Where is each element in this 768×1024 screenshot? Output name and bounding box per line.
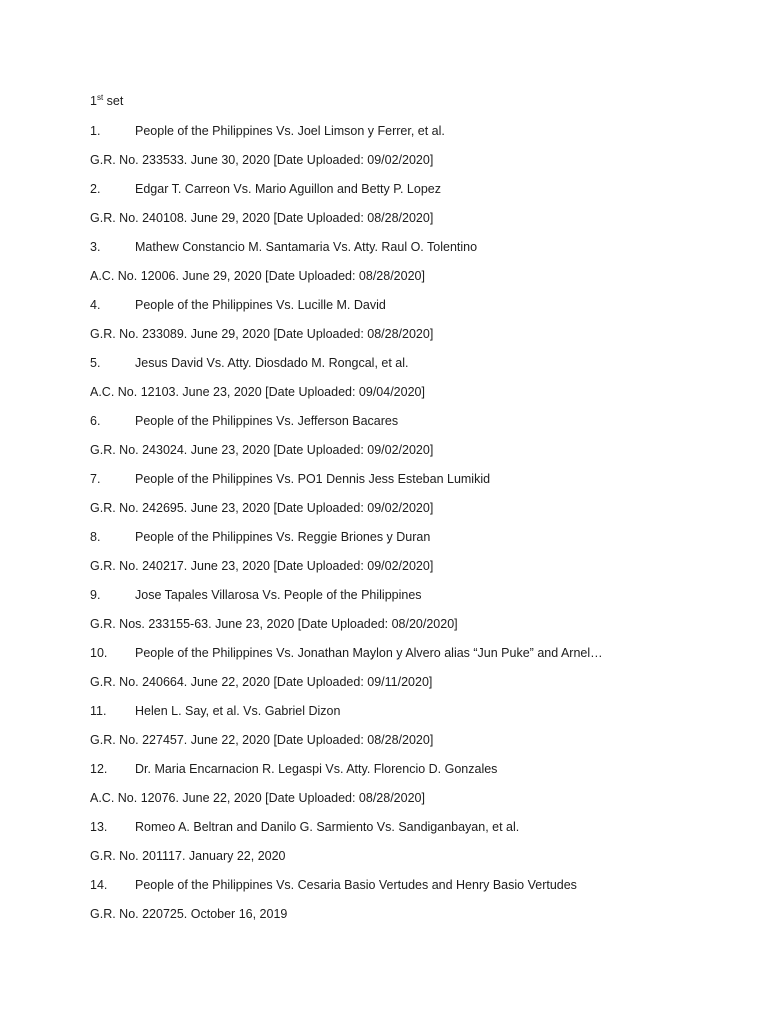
- case-reference: G.R. No. 220725. October 16, 2019: [90, 907, 288, 921]
- case-reference: G.R. No. 240108. June 29, 2020 [Date Uploaded: 08/28/2020]: [90, 211, 434, 225]
- case-entry: [90, 701, 730, 759]
- case-title-line: [90, 875, 730, 895]
- case-title: Helen L. Say, et al. Vs. Gabriel Dizon: [135, 704, 341, 718]
- case-entry: [90, 875, 730, 933]
- case-number: 1.: [90, 124, 101, 138]
- case-entry: [90, 179, 730, 237]
- case-title: Dr. Maria Encarnacion R. Legaspi Vs. Atty. Florencio D. Gonzales: [135, 762, 498, 776]
- case-title: Romeo A. Beltran and Danilo G. Sarmiento Vs. Sandiganbayan, et al.: [135, 820, 520, 834]
- case-title: People of the Philippines Vs. Cesaria Basio Vertudes and Henry Basio Vertudes: [135, 878, 577, 892]
- case-entry: [90, 121, 730, 179]
- case-number: 5.: [90, 356, 101, 370]
- case-entry: [90, 411, 730, 469]
- case-number: 2.: [90, 182, 101, 196]
- case-list: [90, 121, 730, 933]
- case-number: 3.: [90, 240, 101, 254]
- case-entry: [90, 817, 730, 875]
- case-number: 7.: [90, 472, 101, 486]
- case-reference: G.R. No. 233089. June 29, 2020 [Date Uploaded: 08/28/2020]: [90, 327, 434, 341]
- case-title: People of the Philippines Vs. Jonathan Maylon y Alvero alias “Jun Puke” and Arnel…: [135, 646, 603, 660]
- case-number: 9.: [90, 588, 101, 602]
- case-entry: [90, 295, 730, 353]
- set-ordinal-suffix: st: [96, 92, 104, 102]
- case-reference: G.R. No. 201117. January 22, 2020: [90, 849, 286, 863]
- case-reference: G.R. No. 233533. June 30, 2020 [Date Uploaded: 09/02/2020]: [90, 153, 434, 167]
- case-entry: [90, 469, 730, 527]
- case-title: Jose Tapales Villarosa Vs. People of the Philippines: [135, 588, 422, 602]
- case-title: Mathew Constancio M. Santamaria Vs. Atty. Raul O. Tolentino: [135, 240, 478, 254]
- case-reference: A.C. No. 12006. June 29, 2020 [Date Uploaded: 08/28/2020]: [90, 269, 425, 283]
- case-entry: [90, 643, 730, 701]
- case-entry: [90, 759, 730, 817]
- case-title-line: [90, 179, 730, 199]
- case-number: 14.: [90, 878, 108, 892]
- case-title: People of the Philippines Vs. Joel Limson y Ferrer, et al.: [135, 124, 445, 138]
- case-reference: G.R. Nos. 233155-63. June 23, 2020 [Date Uploaded: 08/20/2020]: [90, 617, 458, 631]
- case-title-line: [90, 701, 730, 721]
- case-number: 8.: [90, 530, 101, 544]
- case-entry: [90, 353, 730, 411]
- case-title-line: [90, 817, 730, 837]
- case-title-line: [90, 411, 730, 431]
- case-number: 6.: [90, 414, 101, 428]
- case-title-line: [90, 643, 730, 663]
- case-title-line: [90, 237, 730, 257]
- case-reference: G.R. No. 240217. June 23, 2020 [Date Uploaded: 09/02/2020]: [90, 559, 434, 573]
- case-entry: [90, 585, 730, 643]
- case-title-line: [90, 527, 730, 547]
- case-entry: [90, 527, 730, 585]
- set-heading: [90, 92, 123, 110]
- case-reference: G.R. No. 227457. June 22, 2020 [Date Uploaded: 08/28/2020]: [90, 733, 434, 747]
- case-title-line: [90, 353, 730, 373]
- case-title-line: [90, 121, 730, 141]
- case-reference: G.R. No. 243024. June 23, 2020 [Date Uploaded: 09/02/2020]: [90, 443, 434, 457]
- case-reference: G.R. No. 242695. June 23, 2020 [Date Uploaded: 09/02/2020]: [90, 501, 434, 515]
- case-title: People of the Philippines Vs. PO1 Dennis Jess Esteban Lumikid: [135, 472, 491, 486]
- case-number: 12.: [90, 762, 108, 776]
- case-title: People of the Philippines Vs. Jefferson Bacares: [135, 414, 399, 428]
- case-title: People of the Philippines Vs. Reggie Briones y Duran: [135, 530, 431, 544]
- case-entry: [90, 237, 730, 295]
- case-reference: G.R. No. 240664. June 22, 2020 [Date Uploaded: 09/11/2020]: [90, 675, 433, 689]
- set-number: 1: [90, 94, 97, 108]
- case-number: 11.: [90, 704, 107, 718]
- case-title: People of the Philippines Vs. Lucille M. David: [135, 298, 386, 312]
- case-reference: A.C. No. 12103. June 23, 2020 [Date Uploaded: 09/04/2020]: [90, 385, 425, 399]
- case-title-line: [90, 759, 730, 779]
- case-number: 4.: [90, 298, 101, 312]
- set-text: set: [103, 94, 124, 108]
- case-number: 13.: [90, 820, 108, 834]
- case-title: Jesus David Vs. Atty. Diosdado M. Rongcal, et al.: [135, 356, 409, 370]
- case-reference: A.C. No. 12076. June 22, 2020 [Date Uploaded: 08/28/2020]: [90, 791, 425, 805]
- case-title-line: [90, 295, 730, 315]
- case-title-line: [90, 469, 730, 489]
- case-number: 10.: [90, 646, 108, 660]
- case-title-line: [90, 585, 730, 605]
- case-title: Edgar T. Carreon Vs. Mario Aguillon and Betty P. Lopez: [135, 182, 441, 196]
